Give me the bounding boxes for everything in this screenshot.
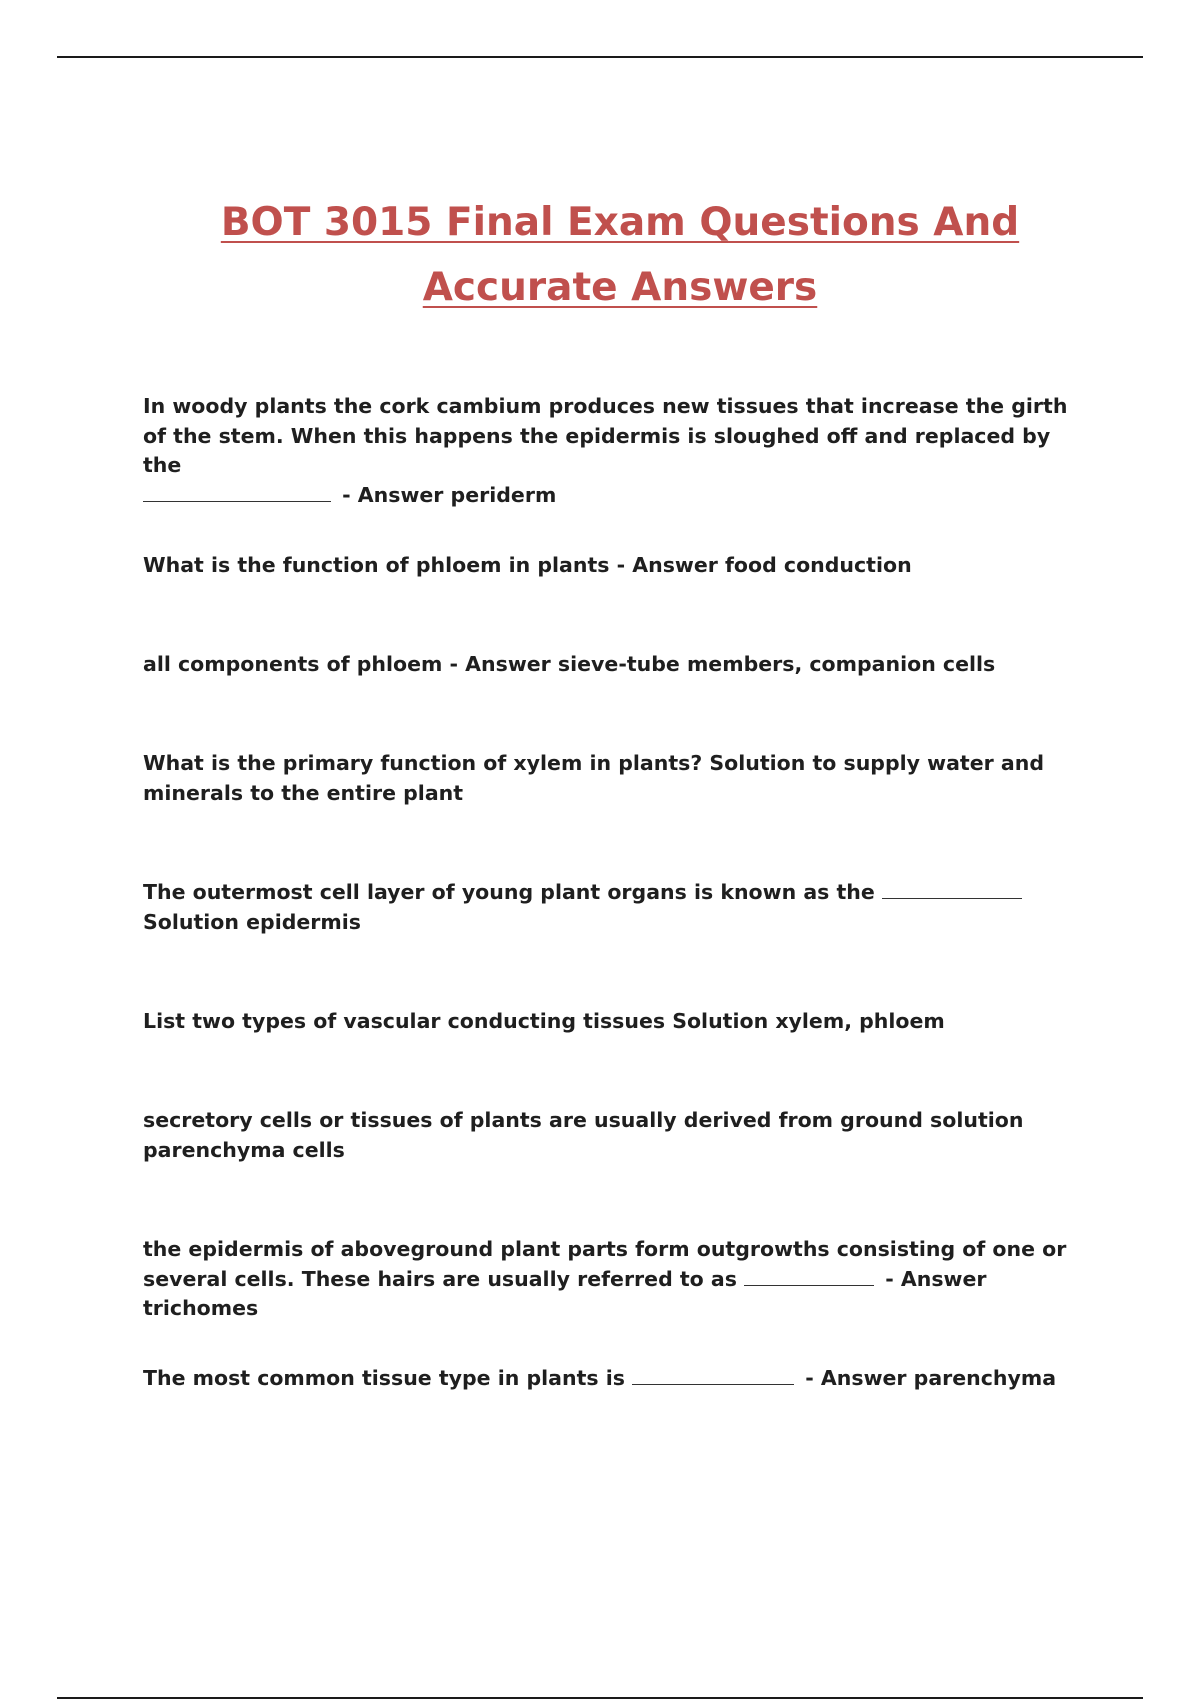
answer-blank <box>882 878 1022 899</box>
qa-item-3 <box>143 650 1093 680</box>
question-text: all components of phloem - Answer sieve-tube members, companion cells <box>143 652 996 676</box>
qa-item-5 <box>143 878 1093 937</box>
top-rule <box>57 56 1143 58</box>
answer-blank <box>143 481 331 502</box>
answer-text: - Answer periderm <box>342 482 557 507</box>
answer-blank <box>632 1364 794 1385</box>
question-text: What is the primary function of xylem in plants? Solution to supply water and minerals to the entire plant <box>143 751 1044 805</box>
title-line-2: Accurate Answers <box>422 265 818 310</box>
question-text: List two types of vascular conducting tissues Solution xylem, phloem <box>143 1009 945 1033</box>
answer-text: Solution epidermis <box>143 909 361 934</box>
answer-text: - Answer trichomes <box>143 1266 987 1320</box>
answer-text: - Answer parenchyma <box>805 1366 1057 1390</box>
qa-item-9 <box>143 1364 1093 1394</box>
bottom-rule <box>57 1697 1143 1699</box>
qa-item-4 <box>143 749 1093 808</box>
question-text: the epidermis of aboveground plant parts form outgrowths consisting of one or several cells. These hairs are usually referred to as <box>143 1237 1067 1291</box>
qa-item-7 <box>143 1106 1093 1165</box>
qa-item-6 <box>143 1007 1093 1037</box>
answer-blank <box>744 1265 874 1286</box>
title-line-1: BOT 3015 Final Exam Questions And <box>220 200 1020 245</box>
question-text: In woody plants the cork cambium produces new tissues that increase the girth of the stem. When this happens the epidermis is sloughed off and replaced by the <box>143 394 1068 477</box>
qa-item-2 <box>143 551 1093 581</box>
question-text: What is the function of phloem in plants - Answer food conduction <box>143 553 912 577</box>
question-text: secretory cells or tissues of plants are usually derived from ground solution parenchyma cells <box>143 1108 1024 1162</box>
qa-item-8 <box>143 1235 1093 1324</box>
document-title <box>100 190 1140 320</box>
question-text: The outermost cell layer of young plant organs is known as the <box>143 880 875 904</box>
qa-item-1 <box>143 392 1093 510</box>
question-text: The most common tissue type in plants is <box>143 1366 625 1390</box>
